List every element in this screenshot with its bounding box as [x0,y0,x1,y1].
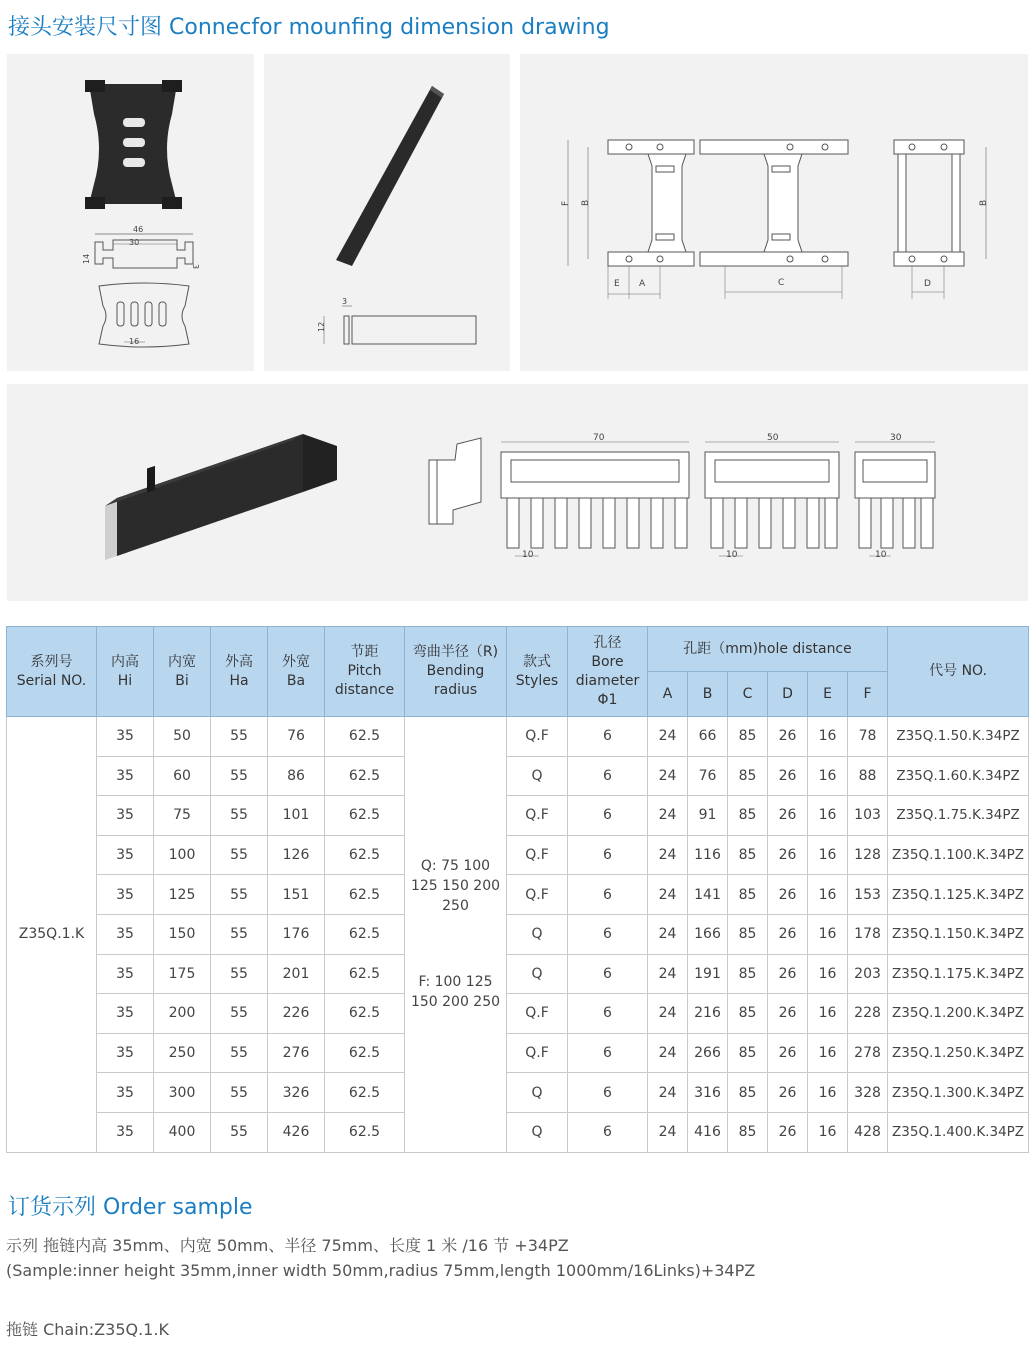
table-cell: 78 [848,717,888,757]
table-cell: Q.F [507,717,568,757]
table-cell: 66 [688,717,728,757]
header-bi: 内宽 Bi [154,627,211,717]
header-ha: 外高 Ha [211,627,268,717]
page-title: 接头安装尺寸图 Connecfor mounfing dimension drawing [8,15,610,40]
header-d: D [768,672,808,717]
table-cell: 426 [268,1112,325,1152]
dim-12: 12 [317,321,326,332]
header-pitch: 节距 Pitch distance [325,627,405,717]
table-cell: 85 [728,954,768,994]
table-cell: 55 [211,835,268,875]
table-cell: Z35Q.1.250.K.34PZ [888,1033,1029,1073]
table-cell: 35 [97,756,154,796]
dim-14: 14 [82,253,91,264]
dim-3: 3 [342,297,348,306]
header-bending-radius: 弯曲半径（R) Bending radius [405,627,507,717]
header-b: B [688,672,728,717]
table-row [7,756,1029,796]
table-cell: 276 [268,1033,325,1073]
table-cell: 6 [568,717,648,757]
table-cell: 24 [648,914,688,954]
table-cell: 6 [568,875,648,915]
table-cell: Z35Q.1.400.K.34PZ [888,1112,1029,1152]
table-cell: 400 [154,1112,211,1152]
table-cell: 191 [688,954,728,994]
table-cell: 125 [154,875,211,915]
table-cell: 35 [97,1112,154,1152]
table-cell: 60 [154,756,211,796]
dim-F: F [561,200,571,206]
table-cell: 26 [768,796,808,836]
table-cell: 26 [768,1112,808,1152]
table-cell: 16 [808,756,848,796]
table-cell: 62.5 [325,1033,405,1073]
table-cell: 6 [568,1033,648,1073]
table-cell: 62.5 [325,756,405,796]
table-cell: 55 [211,717,268,757]
table-cell: Z35Q.1.175.K.34PZ [888,954,1029,994]
table-cell: 62.5 [325,717,405,757]
table-cell: 428 [848,1112,888,1152]
table-row [7,875,1029,915]
table-cell: 16 [808,994,848,1034]
pitch-50: 10 [726,550,738,560]
table-cell: Q.F [507,875,568,915]
table-cell: 88 [848,756,888,796]
table-cell: 6 [568,914,648,954]
table-cell: 141 [688,875,728,915]
dim-D: D [924,279,931,289]
dim-A: A [639,279,646,289]
table-cell: 6 [568,1073,648,1113]
table-cell: 35 [97,796,154,836]
table-cell: 26 [768,914,808,954]
table-cell: 62.5 [325,835,405,875]
pitch-70: 10 [522,550,534,560]
table-cell: Z35Q.1.50.K.34PZ [888,717,1029,757]
bending-radius-line: 250 [442,898,469,915]
table-row [7,835,1029,875]
table-cell: 300 [154,1073,211,1113]
header-a: A [648,672,688,717]
table-cell: 266 [688,1033,728,1073]
table-cell: 16 [808,717,848,757]
table-cell: 24 [648,796,688,836]
table-cell: 201 [268,954,325,994]
table-cell: 26 [768,1033,808,1073]
table-cell: 62.5 [325,954,405,994]
table-cell: 35 [97,875,154,915]
table-cell: Z35Q.1.100.K.34PZ [888,835,1029,875]
table-cell: 203 [848,954,888,994]
table-cell: 16 [808,1033,848,1073]
table-cell: 6 [568,1112,648,1152]
comb-70 [501,433,689,560]
table-cell: 85 [728,835,768,875]
table-cell: Z35Q.1.75.K.34PZ [888,796,1029,836]
table-cell: 226 [268,994,325,1034]
table-cell: 16 [808,914,848,954]
table-cell: 55 [211,914,268,954]
table-cell: 85 [728,994,768,1034]
table-cell: 35 [97,835,154,875]
table-cell: 35 [97,1033,154,1073]
header-serial: 系列号 Serial NO. [7,627,97,717]
table-cell: 62.5 [325,875,405,915]
table-cell: Q [507,914,568,954]
table-cell: Q [507,756,568,796]
table-row [7,1073,1029,1113]
table-cell: 100 [154,835,211,875]
comb-50 [705,433,839,560]
table-cell: 151 [268,875,325,915]
table-cell: Z35Q.1.150.K.34PZ [888,914,1029,954]
spacer [405,916,506,972]
table-cell: 328 [848,1073,888,1113]
table-cell: 35 [97,717,154,757]
table-cell: 55 [211,875,268,915]
pitch-30: 10 [875,550,887,560]
table-cell: 26 [768,756,808,796]
table-cell: 24 [648,954,688,994]
table-cell: 26 [768,717,808,757]
dim-30: 30 [129,238,140,247]
table-cell: 62.5 [325,796,405,836]
table-cell: 150 [154,914,211,954]
bending-radius-line: F: 100 125 [418,974,493,991]
table-cell: 250 [154,1033,211,1073]
table-cell: 62.5 [325,914,405,954]
table-cell: 24 [648,756,688,796]
comb-drawing [7,384,1028,601]
table-row [7,796,1029,836]
bending-radius-cell [405,717,507,1153]
table-cell: 24 [648,1073,688,1113]
table-cell: Q.F [507,1033,568,1073]
table-cell: 86 [268,756,325,796]
table-cell: 26 [768,835,808,875]
table-cell: 55 [211,756,268,796]
table-cell: 128 [848,835,888,875]
bending-radius-line: Q: 75 100 [420,858,491,875]
table-cell: 16 [808,1112,848,1152]
mounting-drawing [520,54,1028,371]
table-cell: 24 [648,717,688,757]
order-sample-line-en: (Sample:inner height 35mm,inner width 50mm,radius 75mm,length 1000mm/16Links)+34PZ [6,1261,756,1280]
table-row [7,954,1029,994]
table-cell: 6 [568,835,648,875]
comb-30 [855,433,935,560]
table-cell: 55 [211,994,268,1034]
drawing-panel-mounting [520,54,1028,371]
order-sample-title: 订货示列 Order sample [8,1195,253,1220]
table-cell: 326 [268,1073,325,1113]
table-cell: 55 [211,796,268,836]
table-cell: 24 [648,994,688,1034]
table-cell: 316 [688,1073,728,1113]
table-cell: 103 [848,796,888,836]
table-cell: 178 [848,914,888,954]
table-cell: 216 [688,994,728,1034]
table-cell: 101 [268,796,325,836]
header-styles: 款式 Styles [507,627,568,717]
serial-number-cell: Z35Q.1.K [7,717,97,1153]
dim-C: C [778,278,785,288]
table-cell: 228 [848,994,888,1034]
table-cell: 116 [688,835,728,875]
table-row [7,717,1029,757]
table-cell: 85 [728,756,768,796]
table-cell: 24 [648,1033,688,1073]
table-cell: 76 [688,756,728,796]
table-cell: 26 [768,875,808,915]
table-cell: 62.5 [325,1073,405,1113]
drawing-panel-connector [7,54,254,371]
table-cell: 85 [728,1112,768,1152]
table-row [7,1033,1029,1073]
dim-B: B [581,199,591,206]
table-cell: 35 [97,994,154,1034]
table-cell: 50 [154,717,211,757]
table-cell: 91 [688,796,728,836]
table-cell: 85 [728,796,768,836]
table-cell: Q.F [507,994,568,1034]
table-cell: 35 [97,914,154,954]
table-cell: 35 [97,1073,154,1113]
table-cell: 55 [211,1033,268,1073]
header-code: 代号 NO. [888,627,1029,717]
table-cell: 24 [648,1112,688,1152]
table-row [7,994,1029,1034]
bending-radius-line: 125 150 200 [410,878,501,895]
header-e: E [808,672,848,717]
table-row [7,1112,1029,1152]
table-cell: 26 [768,954,808,994]
table-cell: 55 [211,954,268,994]
table-cell: 200 [154,994,211,1034]
dim-3: 3 [191,264,200,270]
table-cell: 85 [728,717,768,757]
table-cell: 16 [808,835,848,875]
connector-drawing [7,54,254,371]
table-cell: Q [507,1073,568,1113]
drawing-panel-strip [264,54,510,371]
table-cell: 6 [568,756,648,796]
order-chain-code: 拖链 Chain:Z35Q.1.K [6,1320,169,1339]
header-f: F [848,672,888,717]
dim-46: 46 [133,225,144,234]
table-cell: 85 [728,1033,768,1073]
table-cell: 16 [808,796,848,836]
header-hi: 内高 Hi [97,627,154,717]
dim-50: 50 [767,433,779,443]
table-cell: 35 [97,954,154,994]
table-cell: 55 [211,1112,268,1152]
table-cell: Q.F [507,796,568,836]
table-cell: Q [507,1112,568,1152]
table-cell: 416 [688,1112,728,1152]
table-cell: 6 [568,796,648,836]
dim-70: 70 [593,433,605,443]
table-cell: 153 [848,875,888,915]
table-cell: 126 [268,835,325,875]
strip-drawing [264,54,510,371]
table-cell: 176 [268,914,325,954]
dim-30: 30 [890,433,902,443]
table-cell: Q.F [507,835,568,875]
table-cell: Z35Q.1.200.K.34PZ [888,994,1029,1034]
table-cell: 26 [768,1073,808,1113]
dim-16: 16 [129,337,140,346]
header-bore: 孔径 Bore diameter Φ1 [568,627,648,717]
bending-radius-line: 150 200 250 [410,994,501,1011]
table-cell: Z35Q.1.125.K.34PZ [888,875,1029,915]
table-cell: 85 [728,1073,768,1113]
spec-table-body [7,717,1029,1153]
table-row [7,914,1029,954]
spec-table [6,626,1029,1153]
table-cell: 166 [688,914,728,954]
table-cell: 6 [568,954,648,994]
table-cell: 26 [768,994,808,1034]
table-cell: 85 [728,875,768,915]
table-cell: 55 [211,1073,268,1113]
table-cell: 16 [808,875,848,915]
table-cell: 62.5 [325,994,405,1034]
table-cell: Z35Q.1.60.K.34PZ [888,756,1029,796]
table-cell: 175 [154,954,211,994]
table-cell: 24 [648,875,688,915]
header-hole-distance: 孔距（mm)hole distance [648,627,888,672]
table-cell: 62.5 [325,1112,405,1152]
table-cell: 76 [268,717,325,757]
table-cell: 16 [808,1073,848,1113]
table-cell: Z35Q.1.300.K.34PZ [888,1073,1029,1113]
table-cell: Q [507,954,568,994]
header-c: C [728,672,768,717]
table-cell: 85 [728,914,768,954]
drawing-panel-comb [7,384,1028,601]
table-cell: 6 [568,994,648,1034]
table-cell: 75 [154,796,211,836]
table-cell: 16 [808,954,848,994]
table-cell: 278 [848,1033,888,1073]
header-ba: 外宽 Ba [268,627,325,717]
dim-E: E [614,279,620,289]
table-cell: 24 [648,835,688,875]
dim-B2: B [979,199,989,206]
order-sample-line-cn: 示列 拖链内高 35mm、内宽 50mm、半径 75mm、长度 1 米 /16 节 +34PZ [6,1236,569,1255]
